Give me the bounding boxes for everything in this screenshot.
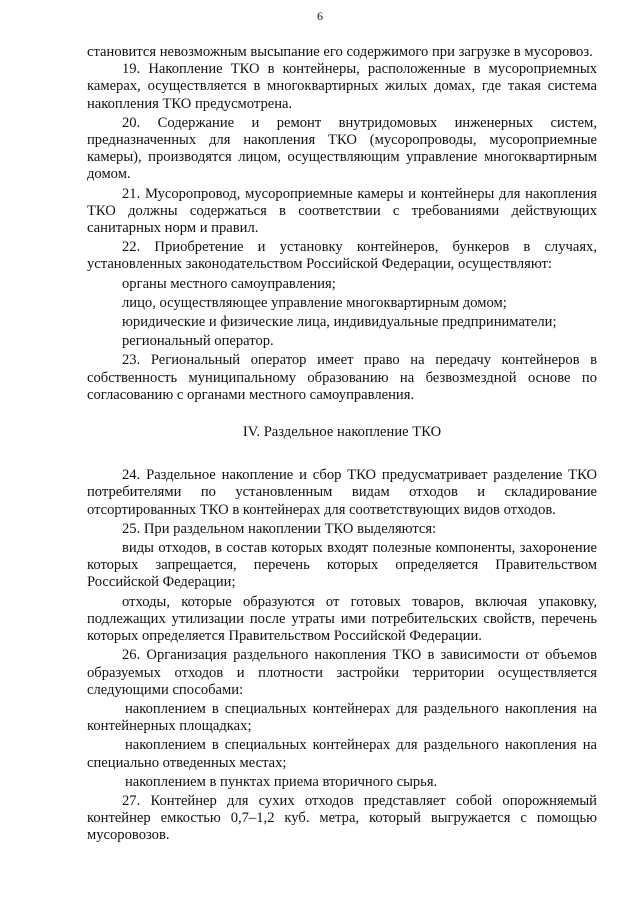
list-item-legal-entities: юридические и физические лица, индивидуальные предприниматели; (122, 314, 557, 331)
paragraph-26: 26. Организация раздельного накопления ТКО в зависимости от объемов образуемых отходов и плотности застройки территории осуществляется следующими способами: (87, 647, 597, 698)
list-item-packaging-waste: отходы, которые образуются от готовых товаров, включая упаковку, подлежащих утилизации после утраты ими потребительских свойств, перечень которых определяется Правительством Российской Федерации. (87, 593, 597, 645)
list-item-container-sites: накоплением в специальных контейнерах для раздельного накопления на контейнерных площадках; (87, 700, 597, 735)
paragraph-23: 23. Региональный оператор имеет право на передачу контейнеров в собственность муниципальному образованию на безвозмездной основе по согласованию с органами местного самоуправления. (87, 352, 597, 403)
list-item-designated-places: накоплением в специальных контейнерах для раздельного накопления на специально отведенных местах; (87, 737, 597, 771)
paragraph-20: 20. Содержание и ремонт внутридомовых инженерных систем, предназначенных для накопления ТКО (мусоропроводы, мусороприемные камеры), производятся лицом, осуществляющим управление многоквартирным домом. (87, 114, 597, 183)
list-item-useful-components: виды отходов, в состав которых входят полезные компоненты, захоронение которых запрещается, перечень которых определяется Правительством Российской Федерации; (87, 540, 597, 591)
list-item-management-entity: лицо, осуществляющее управление многоквартирным домом; (122, 294, 507, 311)
list-item-recycling-points: накоплением в пунктах приема вторичного сырья. (125, 773, 438, 790)
paragraph-21: 21. Мусоропровод, мусороприемные камеры и контейнеры для накопления ТКО должны содержаться в соответствии с требованиями действующих санитарных норм и правил. (87, 185, 597, 237)
paragraph-19: 19. Накопление ТКО в контейнеры, расположенные в мусороприемных камерах, осуществляется в многоквартирных жилых домах, где такая система накопления ТКО предусмотрена. (87, 61, 597, 112)
paragraph-22: 22. Приобретение и установку контейнеров, бункеров в случаях, установленных законодательством Российской Федерации, осуществляют: (87, 239, 597, 273)
document-body (87, 44, 597, 845)
paragraph-25: 25. При раздельном накоплении ТКО выделяются: (122, 520, 437, 537)
paragraph-continuation: становится невозможным высыпание его содержимого при загрузке в мусоровоз. (87, 44, 593, 60)
list-item-local-government: органы местного самоуправления; (122, 275, 336, 292)
list-item-regional-operator: региональный оператор. (122, 333, 274, 350)
page-number: 6 (317, 9, 323, 23)
section-heading: IV. Раздельное накопление ТКО (242, 424, 442, 441)
paragraph-27: 27. Контейнер для сухих отходов представляет собой опорожняемый контейнер емкостью 0,7–1,2 куб. метра, который выгружается с помощью мусоровозов. (87, 792, 597, 844)
paragraph-24: 24. Раздельное накопление и сбор ТКО предусматривает разделение ТКО потребителями по установленным видам отходов и складирование отсортированных ТКО в контейнерах для соответствующих видов отходов. (87, 467, 597, 518)
